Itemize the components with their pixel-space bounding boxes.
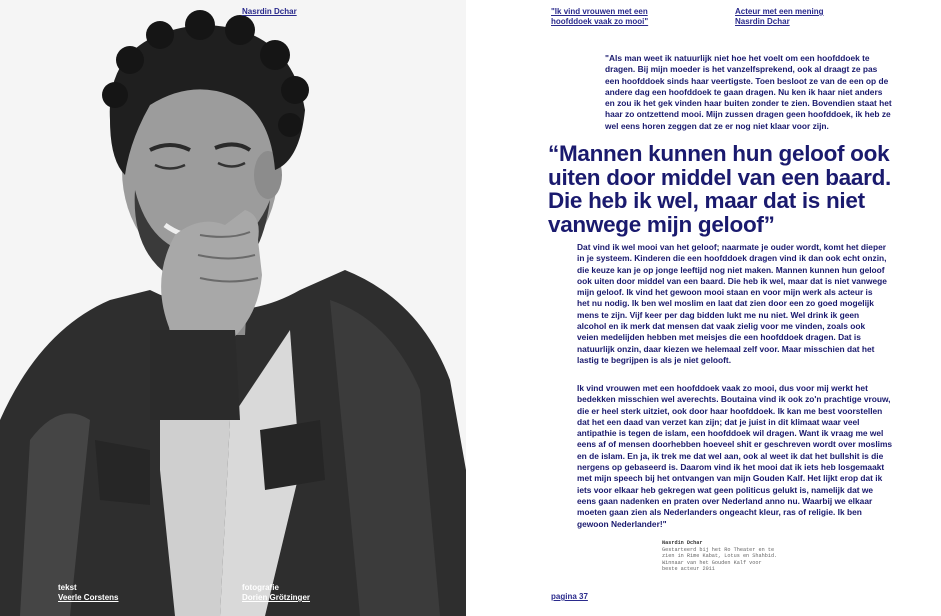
credit-photo: [242, 583, 310, 603]
page-number[interactable]: pagina 37: [551, 592, 588, 601]
photo-caption: [662, 540, 780, 573]
header-role-line[interactable]: Acteur met een mening: [735, 7, 824, 16]
header-role: [735, 7, 823, 27]
credit-text-author[interactable]: Veerle Corstens: [58, 593, 119, 602]
credit-text: [58, 583, 118, 603]
article-paragraph-1: Dat vind ik wel mooi van het geloof; naarmate je ouder wordt, komt het dieper in je systeem. Kinderen die een hoofddoek dragen vind ik dan ook echt onzin, die keuze kan je op jonge leeftijd nog niet maken. Mannen kunnen hun geloof ook uiten door middel van een baard. Die heb ik wel, maar dat is niet vanwege mijn geloof. Ik vind het gewoon mooi staan en voor mijn werk als acteur is het nu nodig. Ik ben wel moslim en laat dat zien door een zo goed mogelijk mens te zijn. Vijf keer per dag bidden lukt me nu niet. Wel drink ik geen alcohol en ik merk dat mensen dat vaak zielig voor me vinden, zoals ook veien medelijden hebben met meisjes die een hoofddoek dragen. Dat is natuurlijk onzin, daar kiezen we helemaal zelf voor. Maar misschien dat het lastig te begrijpen is als je niet gelooft.: [577, 242, 887, 365]
credit-photo-author[interactable]: Dorien Grötzinger: [242, 593, 311, 602]
header-subject-name[interactable]: Nasrdin Dchar: [242, 7, 297, 16]
portrait-photo: [0, 0, 466, 616]
credit-photo-label: fotografie: [242, 583, 279, 592]
caption-text: Gestarteerd bij het Ro Theater en te zien in Rime Kabat, Lotus en Shahbid. Winnaar van het Gouden Kalf voor beste acteur 2011: [662, 546, 778, 573]
credit-text-label: tekst: [58, 583, 77, 592]
header-role-name[interactable]: Nasrdin Dchar: [735, 17, 790, 26]
header-quote-title[interactable]: "Ik vind vrouwen met een hoofddoek vaak zo mooi": [551, 7, 649, 26]
intro-quote: "Als man weet ik natuurlijk niet hoe het voelt om een hoofddoek te dragen. Bij mijn moeder is het vanzelfsprekend, ook al draagt ze pas een hoofddoek sinds haar veertigste. Toen besloot ze van de een op de andere dag een hoofddoek te gaan dragen. Nu ken ik haar niet anders en zou ik het gek vinden haar buiten zonder te zien. Bovendien staat het haar zo ontzettend mooi. Mijn zussen dragen geen hoofddoek, ik heb ze wel eens horen zeggen dat ze er nog niet klaar voor zijn.: [605, 53, 892, 131]
portrait-illustration: [0, 0, 466, 616]
caption-name: Nasrdin Dchar: [662, 540, 703, 546]
pull-quote: “Mannen kunnen hun geloof ook uiten door middel van een baard. Die heb ik wel, maar dat is niet vanwege mijn geloof”: [548, 141, 891, 237]
article-paragraph-2: Ik vind vrouwen met een hoofddoek vaak zo mooi, dus voor mij werkt het bedekken misschien wel averechts. Boutaina vind ik ook zo'n prachtige vrouw, die er heel sterk uitziet, ook door haar hoofddoek. Ik kan me best voorstellen dat het een daad van verzet kan zijn; dat je juist in dit klimaat waar veel antipathie is tegen de islam, een hoofddoek wil dragen. Want ik vraag me wel eens af of mensen doorhebben hoeveel shit er geschreven wordt over moslims en de islam. En ja, ik trek me dat wel aan, ook al weet ik dat het bullshit is die nergens op gebaseerd is. Daarom vind ik het mooi dat ik iets heb losgemaakt met mijn speech bij het ontvangen van mijn Gouden Kalf. Het lijkt erop dat ik iets voor elkaar heb gekregen wat geen politicus gelukt is, namelijk dat we eens gaan nadenken en praten over Nederland anno nu. Waarbij we elkaar moeten gaan zien als Nederlanders ongeacht kleur, ras of religie. Ik ben gewoon Nederlander!": [577, 383, 893, 529]
